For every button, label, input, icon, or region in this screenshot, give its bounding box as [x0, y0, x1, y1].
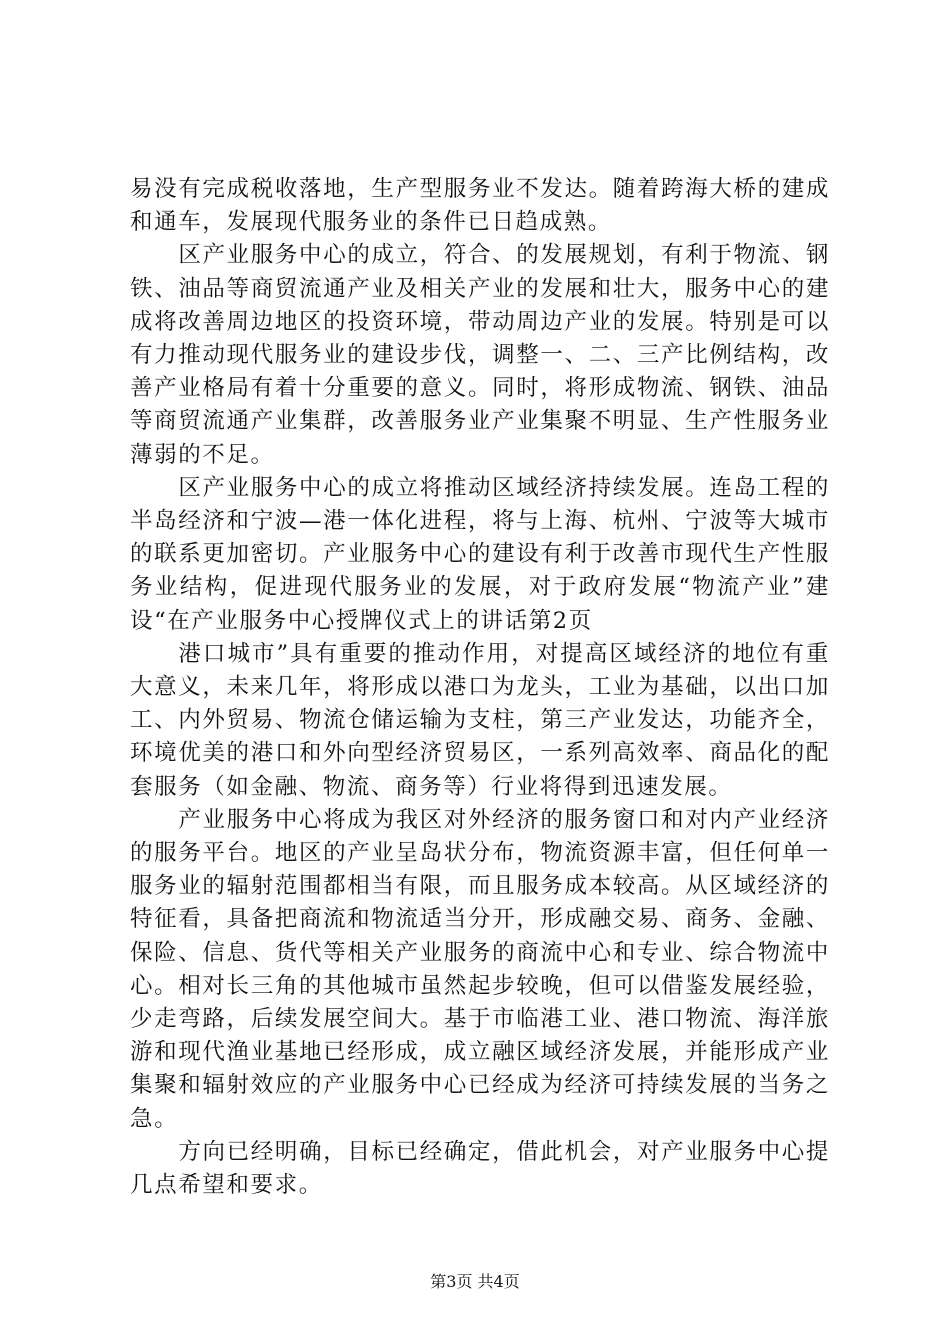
paragraph-5: 产业服务中心将成为我区对外经济的服务窗口和对内产业经济的服务平台。地区的产业呈岛状分布，物流资源丰富，但任何单一服务业的辐射范围都相当有限，而且服务成本较高。从区域经济的特征看，具备把商流和物流适当分开，形成融交易、商务、金融、保险、信息、货代等相关产业服务的商流中心和专业、综合物流中心。相对长三角的其他城市虽然起步较晚，但可以借鉴发展经验，少走弯路，后续发展空间大。基于市临港工业、港口物流、海洋旅游和现代渔业基地已经形成，成立融区域经济发展，并能形成产业集聚和辐射效应的产业服务中心已经成为经济可持续发展的当务之急。	[130, 806, 830, 1132]
paragraph-4: 港口城市”具有重要的推动作用，对提高区域经济的地位有重大意义，未来几年，将形成以港口为龙头，工业为基础，以出口加工、内外贸易、物流仓储运输为支柱，第三产业发达，功能齐全，环境优美的港口和外向型经济贸易区，一系列高效率、商品化的配套服务（如金融、物流、商务等）行业将得到迅速发展。	[130, 640, 830, 800]
page-footer: 第3页 共4页	[430, 1272, 520, 1291]
paragraph-3: 区产业服务中心的成立将推动区域经济持续发展。连岛工程的半岛经济和宁波—港一体化进程，将与上海、杭州、宁波等大城市的联系更加密切。产业服务中心的建设有利于改善市现代生产性服务业结构，促进现代服务业的发展，对于政府发展“物流产业”建设“在产业服务中心授牌仪式上的讲话第2页	[130, 474, 830, 634]
document-body	[130, 173, 830, 1202]
paragraph-6: 方向已经明确，目标已经确定，借此机会，对产业服务中心提几点希望和要求。	[130, 1138, 830, 1199]
paragraph-1: 易没有完成税收落地，生产型服务业不发达。随着跨海大桥的建成和通车，发展现代服务业的条件已日趋成熟。	[130, 176, 830, 236]
paragraph-2: 区产业服务中心的成立，符合、的发展规划，有利于物流、钢铁、油品等商贸流通产业及相关产业的发展和壮大，服务中心的建成将改善周边地区的投资环境，带动周边产业的发展。特别是可以有力推动现代服务业的建设步伐，调整一、二、三产比例结构，改善产业格局有着十分重要的意义。同时，将形成物流、钢铁、油品等商贸流通产业集群，改善服务业产业集聚不明显、生产性服务业薄弱的不足。	[130, 242, 830, 468]
